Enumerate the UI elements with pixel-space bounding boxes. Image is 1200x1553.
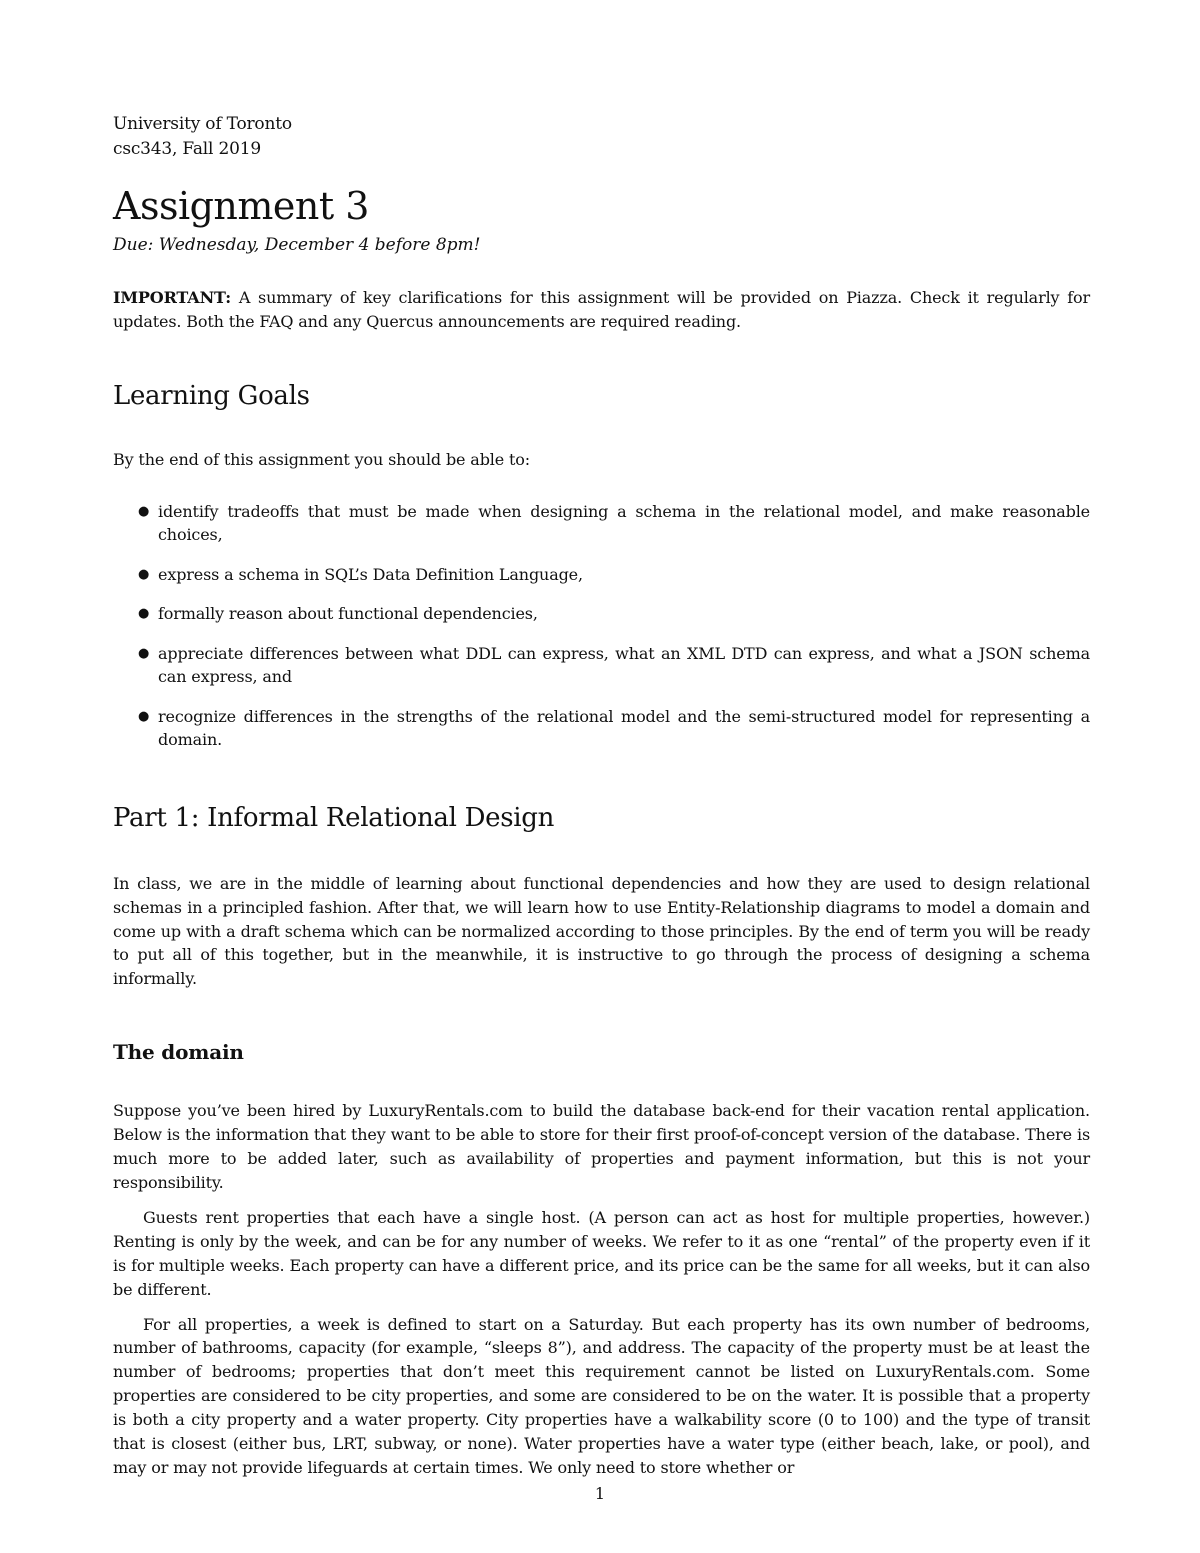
list-item: ● appreciate differences between what DDL can express, what an XML DTD can express, and what a JSON schema can express, and [138,643,1090,687]
important-label: IMPORTANT: [113,288,231,307]
bullet-icon: ● [138,606,150,622]
course: csc343, Fall 2019 [113,139,261,159]
bullet-icon: ● [138,645,150,661]
list-item: ● formally reason about functional dependencies, [113,602,1090,626]
learning-goals-intro: By the end of this assignment you should be able to: [113,449,531,469]
page-number: 1 [594,1484,606,1503]
domain-paragraph-2: Guests rent properties that each have a single host. (A person can act as host for multiple properties, however.) Renting is only by the week, and can be for any number of weeks. We refer to it as one “rental” of the property even if it is for multiple weeks. Each property can have a different price, and its price can be the same for all weeks, but it can also be different. [113,1207,1090,1299]
part1-heading: Part 1: Informal Relational Design [113,802,555,833]
important-notice [113,286,1090,334]
due-date: Due: Wednesday, December 4 before 8pm! [113,235,481,255]
bullet-icon: ● [138,708,150,724]
learning-goals-list [113,500,1090,752]
bullet-icon: ● [138,503,150,519]
learning-goals-heading: Learning Goals [113,380,310,411]
important-text: A summary of key clarifications for this assignment will be provided on Piazza. Check it regularly for updates. Both the FAQ and any Quercus announcements are required reading. [113,288,1090,331]
part1-paragraph: In class, we are in the middle of learning about functional dependencies and how they are used to design relational schemas in a principled fashion. After that, we will learn how to use Entity-Relationship diagrams to model a domain and come up with a draft schema which can be normalized according to those principles. By the end of term you will be ready to put all of this together, but in the meanwhile, it is instructive to go through the process of designing a schema informally. [113,873,1090,989]
list-item: ● recognize differences in the strengths of the relational model and the semi-structured model for representing a domain. [138,706,1090,750]
domain-paragraph-3: For all properties, a week is defined to start on a Saturday. But each property has its own number of bedrooms, number of bathrooms, capacity (for example, “sleeps 8”), and address. The capacity of the property must be at least the number of bedrooms; properties that don’t meet this requirement cannot be listed on LuxuryRentals.com. Some properties are considered to be city properties, and some are considered to be on the water. It is possible that a property is both a city property and a water property. City properties have a walkability score (0 to 100) and the type of transit that is closest (either bus, LRT, subway, or none). Water properties have a water type (either beach, lake, or pool), and may or may not provide lifeguards at certain times. We only need to store whether or [113,1314,1090,1477]
list-item: ● identify tradeoffs that must be made when designing a schema in the relational model, and make reasonable choices, [138,501,1090,545]
bullet-icon: ● [138,566,150,582]
list-item: ● express a schema in SQL’s Data Definition Language, [113,563,1090,587]
document-page [113,112,1090,1480]
institution: University of Toronto [113,114,292,134]
document-title: Assignment 3 [113,184,369,228]
domain-heading: The domain [113,1040,244,1065]
domain-paragraph-1: Suppose you’ve been hired by LuxuryRentals.com to build the database back-end for their vacation rental application. Below is the information that they want to be able to store for their first proof-of-concept version of the database. There is much more to be added later, such as availability of properties and payment information, but this is not your responsibility. [113,1101,1090,1192]
